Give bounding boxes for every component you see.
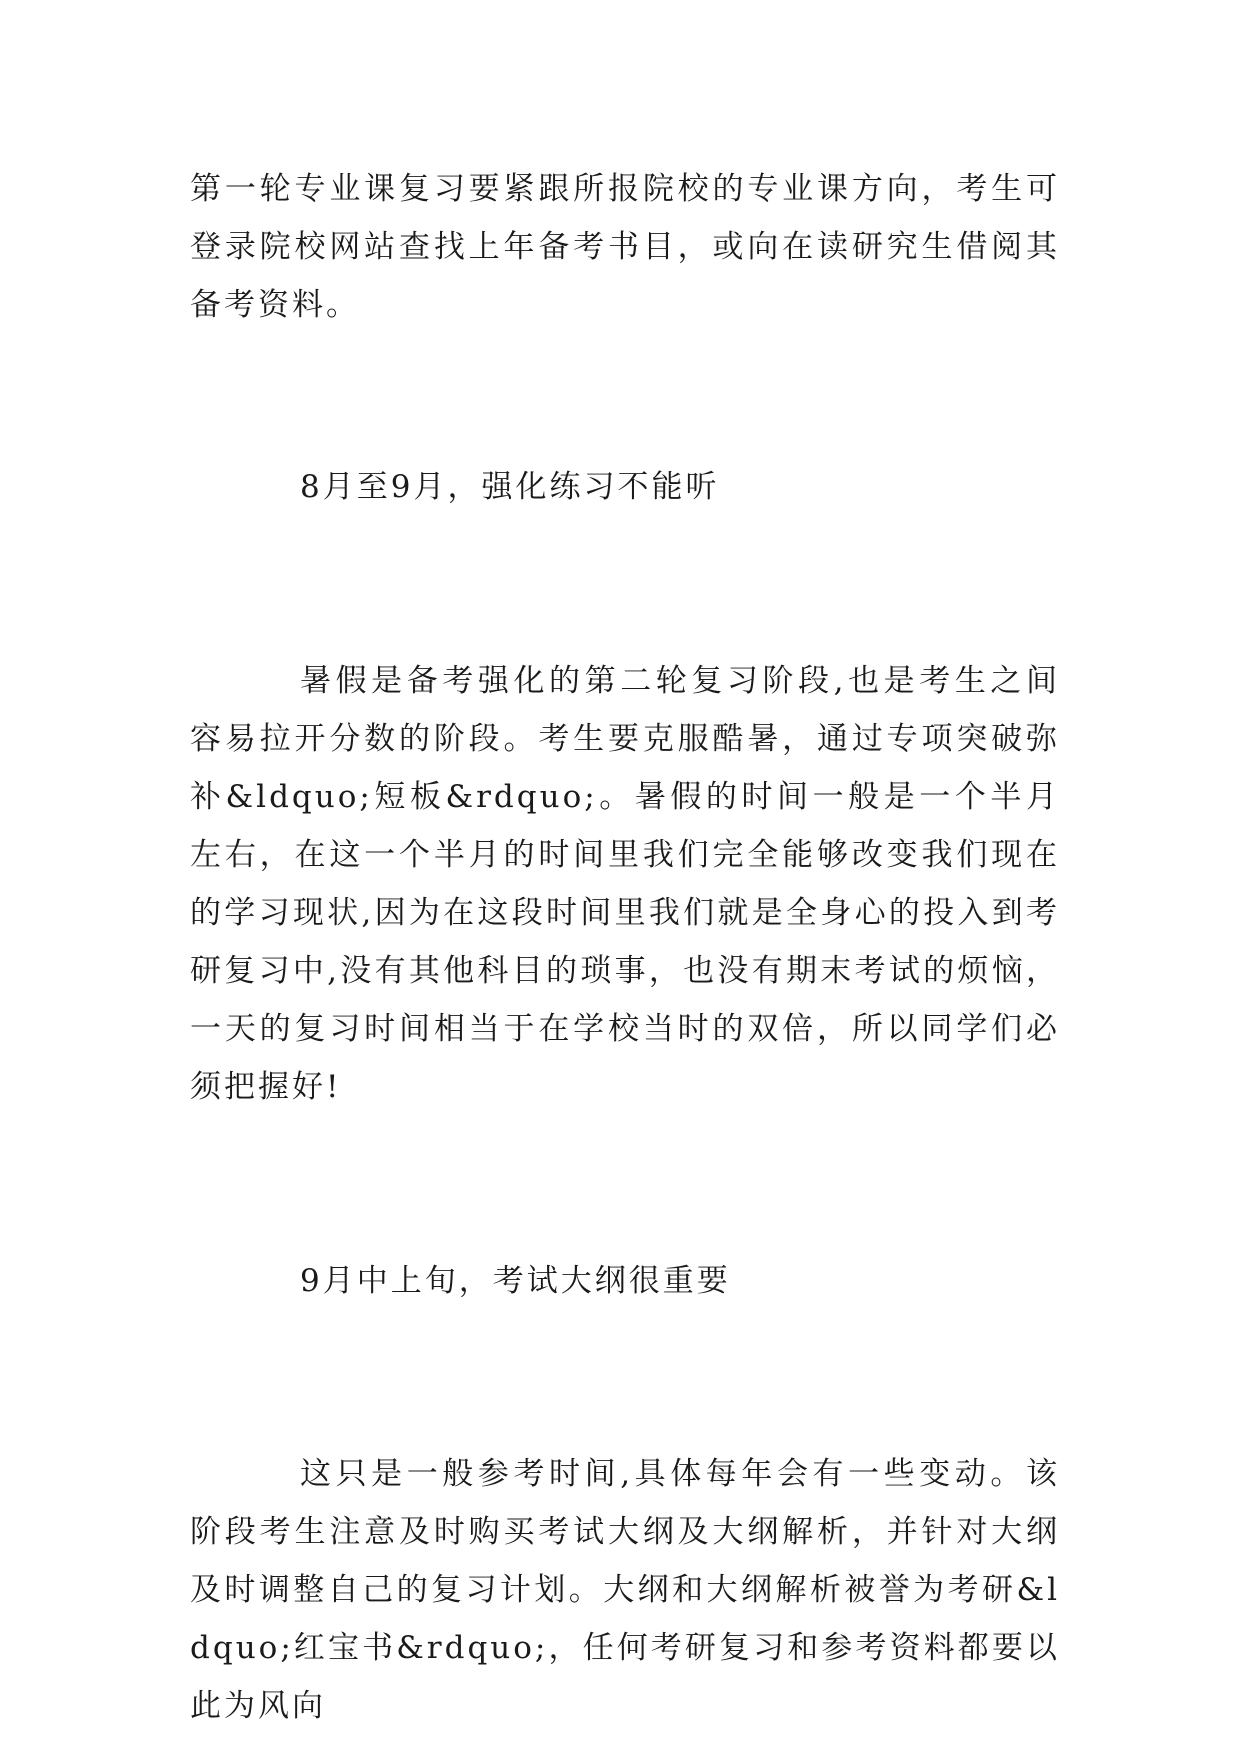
paragraph-first-round-review: 第一轮专业课复习要紧跟所报院校的专业课方向，考生可登录院校网站查找上年备考书目，或向在读研究生借阅其备考资料。 (190, 171, 1060, 323)
spacer (190, 334, 1060, 458)
section-heading-aug-sep: 8月至9月，强化练习不能听 (300, 469, 720, 505)
section-heading-mid-sep: 9月中上旬，考试大纲很重要 (300, 1263, 731, 1299)
document-body (190, 160, 1060, 1735)
spacer (190, 516, 1060, 652)
paragraph-exam-syllabus: 这只是一般参考时间,具体每年会有一些变动。该阶段考生注意及时购买考试大纲及大纲解析，并针对大纲及时调整自己的复习计划。大纲和大纲解析被誉为考研&ldquo;红宝书&rdquo;，任何考研复习和参考资料都要以此为风向 (190, 1456, 1060, 1724)
spacer (190, 1116, 1060, 1252)
paragraph-summer-intensive: 暑假是备考强化的第二轮复习阶段,也是考生之间容易拉开分数的阶段。考生要克服酷暑，通过专项突破弥补&ldquo;短板&rdquo;。暑假的时间一般是一个半月左右，在这一个半月的时间里我们完全能够改变我们现在的学习现状,因为在这段时间里我们就是全身心的投入到考研复习中,没有其他科目的琐事，也没有期末考试的烦恼，一天的复习时间相当于在学校当时的双倍，所以同学们必须把握好! (190, 663, 1060, 1105)
spacer (190, 1310, 1060, 1445)
